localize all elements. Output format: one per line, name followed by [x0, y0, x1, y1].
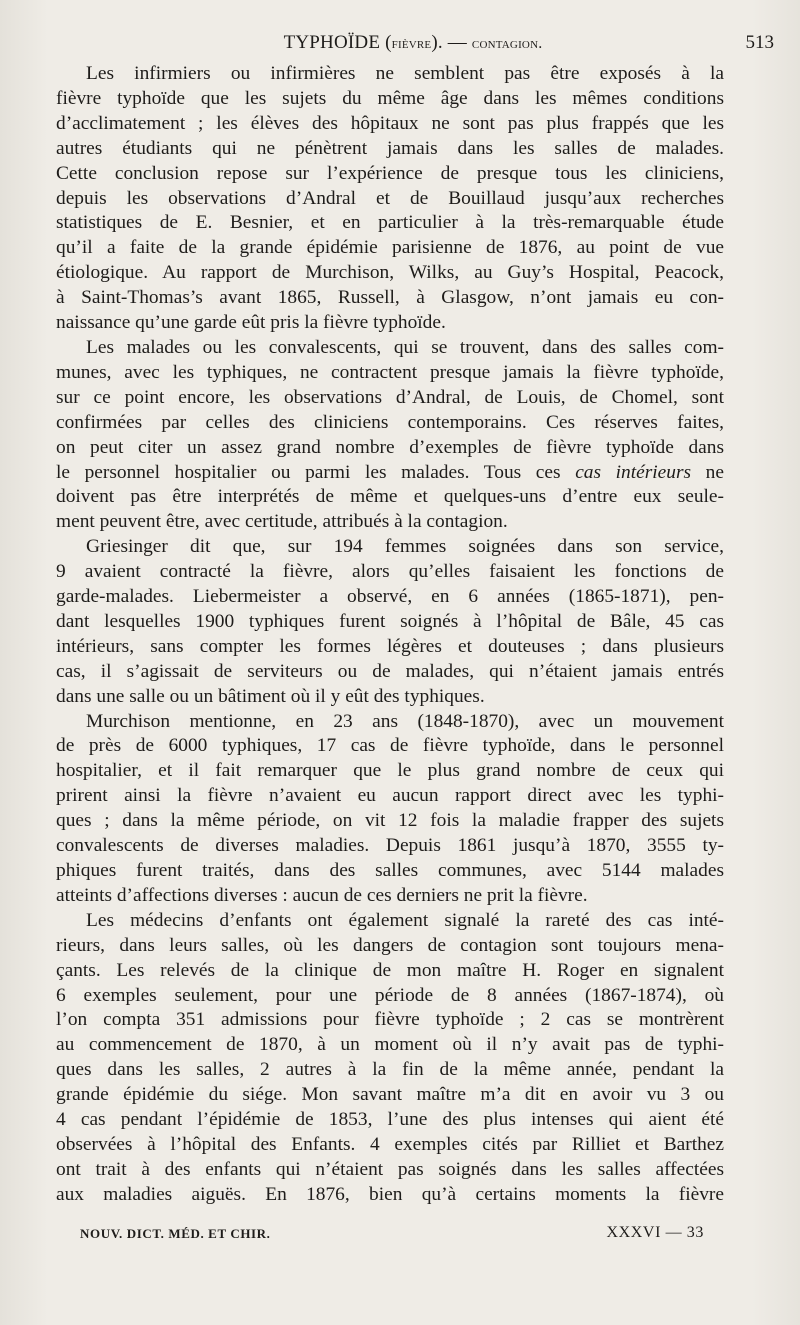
- text-line: étiologique. Au rapport de Murchison, Wilks, au Guy’s Hospital, Peacock,: [56, 262, 724, 284]
- text-line: Les médecins d’enfants ont également signalé la rareté des cas inté-: [86, 909, 724, 931]
- text-line: fièvre typhoïde que les sujets du même âge dans les mêmes conditions: [56, 87, 724, 109]
- footer-publication: NOUV. DICT. MÉD. ET CHIR.: [80, 1226, 271, 1241]
- text-line: sur ce point encore, les observations d’Andral, de Louis, de Chomel, sont: [56, 386, 724, 408]
- body-text: [56, 62, 724, 1208]
- text-line: l’on compta 351 admissions pour fièvre typhoïde ; 2 cas se montrèrent: [56, 1009, 724, 1031]
- text-line: 9 avaient contracté la fièvre, alors qu’elles faisaient les fonctions de: [56, 561, 724, 583]
- text-line: confirmées par celles des cliniciens contemporains. Ces réserves faites,: [56, 411, 724, 433]
- text-line: statistiques de E. Besnier, et en particulier à la très-remarquable étude: [56, 212, 724, 234]
- text-line: 4 cas pendant l’épidémie de 1853, l’une des plus intenses qui aient été: [56, 1109, 724, 1131]
- header-title-separator: ). —: [431, 32, 472, 53]
- text-line: garde-malades. Liebermeister a observé, en 6 années (1865-1871), pen-: [56, 586, 724, 608]
- text-line: 6 exemples seulement, pour une période de 8 années (1867-1874), où: [56, 984, 724, 1006]
- text-line: de près de 6000 typhiques, 17 cas de fièvre typhoïde, dans le personnel: [56, 735, 724, 757]
- text-line: phiques furent traités, dans des salles communes, avec 5144 malades: [56, 860, 724, 881]
- text-line: ment peuvent être, avec certitude, attribués à la contagion.: [56, 511, 508, 533]
- text-line: ont trait à des enfants qui n’étaient pas soignés dans les salles affectées: [56, 1158, 724, 1180]
- text-line: d’acclimatement ; les élèves des hôpitaux ne sont pas plus frappés que les: [56, 112, 724, 134]
- text-line: çants. Les relevés de la clinique de mon maître H. Roger en signalent: [56, 959, 724, 981]
- text-line: à Saint-Thomas’s avant 1865, Russell, à Glasgow, n’ont jamais eu con-: [56, 287, 724, 309]
- text-line: intérieurs, sans compter les formes légères et douteuses ; dans plusieurs: [56, 635, 724, 657]
- text-line: au commencement de 1870, à un moment où il n’y avait pas de typhi-: [56, 1034, 724, 1056]
- text-line: Les infirmiers ou infirmières ne semblent pas être exposés à la: [86, 63, 724, 84]
- header-title: [52, 32, 774, 54]
- running-header: [52, 32, 774, 56]
- text-line: autres étudiants qui ne pénètrent jamais dans les salles de malades.: [56, 137, 724, 159]
- text-line: aux maladies aiguës. En 1876, bien qu’à certains moments la fièvre: [56, 1183, 724, 1205]
- emphasis: cas intérieurs: [575, 461, 692, 483]
- text-line: dant lesquelles 1900 typhiques furent soignés à l’hôpital de Bâle, 45 cas: [56, 610, 724, 632]
- text-line: prirent ainsi la fièvre n’avaient eu aucun rapport direct avec les typhi-: [56, 785, 724, 807]
- text-line: naissance qu’une garde eût pris la fièvre typhoïde.: [56, 312, 446, 334]
- text-line: hospitalier, et il fait remarquer que le plus grand nombre de ceux qui: [56, 760, 724, 782]
- paragraph: [56, 62, 724, 336]
- text-line: cas, il s’agissait de serviteurs ou de malades, qui n’étaient jamais entrés: [56, 660, 724, 682]
- text-line: qu’il a faite de la grande épidémie parisienne de 1876, au point de vue: [56, 237, 724, 259]
- header-title-smallcaps: fièvre: [391, 35, 432, 52]
- text-line: Griesinger dit que, sur 194 femmes soignées dans son service,: [86, 536, 724, 558]
- paragraph: [56, 710, 724, 909]
- text-line: dans une salle ou un bâtiment où il y eût des typhiques.: [56, 685, 485, 707]
- text-line: on peut citer un assez grand nombre d’exemples de fièvre typhoïde dans: [56, 436, 724, 458]
- text-line: Les malades ou les convalescents, qui se trouvent, dans des salles com-: [86, 336, 724, 358]
- header-title-section: contagion.: [471, 35, 543, 52]
- text-line: le personnel hospitalier ou parmi les malades. Tous ces cas intérieurs ne: [56, 461, 724, 483]
- text-line: rieurs, dans leurs salles, où les dangers de contagion sont toujours mena-: [56, 934, 724, 956]
- text-line: grande épidémie du siége. Mon savant maître m’a dit en avoir vu 3 ou: [56, 1084, 724, 1106]
- header-title-main: TYPHOÏDE (: [283, 32, 392, 53]
- text-line: observées à l’hôpital des Enfants. 4 exemples cités par Rilliet et Barthez: [56, 1133, 724, 1155]
- text-line: Cette conclusion repose sur l’expérience de presque tous les cliniciens,: [56, 162, 724, 184]
- footer-signature: XXXVI — 33: [606, 1224, 704, 1241]
- text-line: munes, avec les typhiques, ne contractent presque jamais la fièvre typhoïde,: [56, 361, 724, 383]
- page-number: 513: [745, 32, 774, 53]
- text-line: convalescents de diverses maladies. Depuis 1861 jusqu’à 1870, 3555 ty-: [56, 835, 724, 857]
- paragraph: [56, 909, 724, 1208]
- text-line: ques ; dans la même période, on vit 12 fois la maladie frapper des sujets: [56, 810, 724, 832]
- text-line: Murchison mentionne, en 23 ans (1848-1870), avec un mouvement: [86, 710, 724, 732]
- paragraph: [56, 535, 724, 709]
- text-line: ques dans les salles, 2 autres à la fin de la même année, pendant la: [56, 1059, 724, 1081]
- text-line: atteints d’affections diverses : aucun de ces derniers ne prit la fièvre.: [56, 884, 588, 906]
- text-line: doivent pas être interprétés de même et quelques-uns d’entre eux seule-: [56, 486, 724, 508]
- paragraph: [56, 336, 724, 535]
- text-line: depuis les observations d’Andral et de Bouillaud jusqu’aux recherches: [56, 187, 724, 209]
